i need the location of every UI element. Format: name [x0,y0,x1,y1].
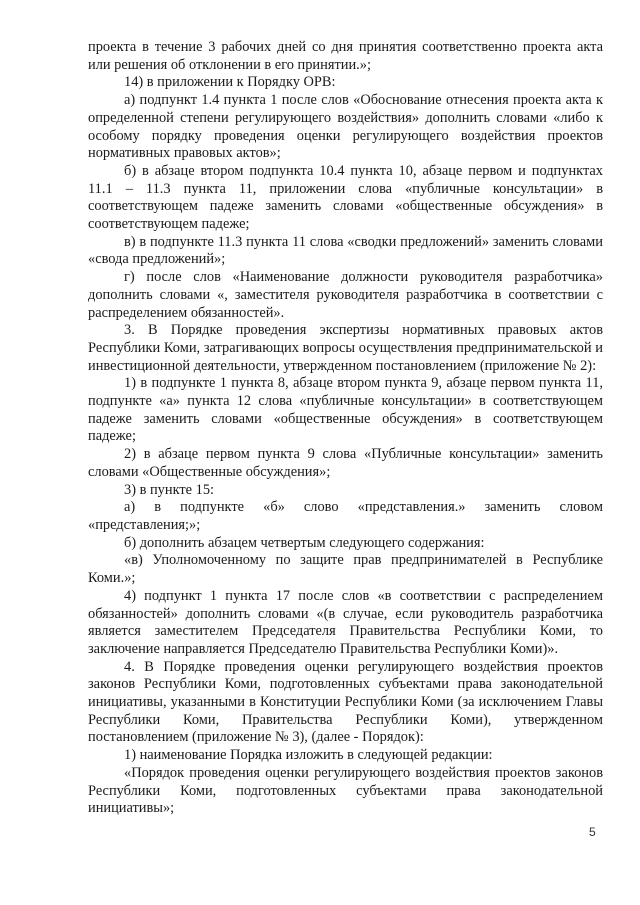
paragraph: 4. В Порядке проведения оценки регулирующего воздействия проектов законов Республики Коми, подготовленных субъектами права законодательной инициативы, указанными в Конституции Республики Коми (за исключением Главы Республики Коми, Правительства Республики Коми), утвержденном постановлением (приложение № 3), (далее - Порядок): [88,658,603,746]
paragraph: г) после слов «Наименование должности руководителя разработчика» дополнить словами «, заместителя руководителя разработчика в соответствии с распределением обязанностей». [88,269,603,321]
paragraph: а) в подпункте «б» слово «представления.» заменить словом «представления;»; [88,499,603,533]
paragraph: а) подпункт 1.4 пункта 1 после слов «Обоснование отнесения проекта акта к определенной степени регулирующего воздействия» дополнить словами «либо к особому порядку проведения оценки регулирующего воздействия проектов нормативных правовых актов»; [88,92,603,162]
paragraph: б) в абзаце втором подпункта 10.4 пункта 10, абзаце первом и подпунктах 11.1 – 11.3 пункта 11, приложении слова «публичные консультации» в соответствующем падеже заменить словами «общественные обсуждения» в соответствующем падеже; [88,162,603,233]
paragraph: 14) в приложении к Порядку ОРВ: [124,74,336,91]
paragraph: проекта в течение 3 рабочих дней со дня принятия соответственно проекта акта или решения об отклонении в его принятии.»; [88,39,603,73]
paragraph: 3. В Порядке проведения экспертизы нормативных правовых актов Республики Коми, затрагивающих вопросы осуществления предпринимательской и инвестиционной деятельности, утвержденном постановлением (приложение № 2): [88,322,603,374]
document-body [88,39,603,818]
paragraph: 4) подпункт 1 пункта 17 после слов «в соответствии с распределением обязанностей» дополнить словами «(в случае, если руководитель разработчика является заместителем Председателя Правительства Республики Коми, то заключение направляется Председателю Правительства Республики Коми)». [88,587,603,657]
paragraph: в) в подпункте 11.3 пункта 11 слова «сводки предложений» заменить словами «свода предложений»; [88,233,603,268]
paragraph: 3) в пункте 15: [124,481,215,498]
paragraph: «Порядок проведения оценки регулирующего воздействия проектов законов Республики Коми, подготовленных субъектами права законодательной инициативы»; [88,764,603,817]
page-number: 5 [589,825,596,839]
paragraph: 1) наименование Порядка изложить в следующей редакции: [124,747,493,764]
paragraph: «в) Уполномоченному по защите прав предпринимателей в Республике Коми.»; [88,552,603,587]
paragraph: 2) в абзаце первом пункта 9 слова «Публичные консультации» заменить словами «Общественные обсуждения»; [88,446,603,480]
paragraph: б) дополнить абзацем четвертым следующего содержания: [124,534,485,551]
paragraph: 1) в подпункте 1 пункта 8, абзаце втором пункта 9, абзаце первом пункта 11, подпункте «а» пункта 12 слова «публичные консультации» в соответствующем падеже заменить словами «общественные обсуждения» в соответствующем падеже; [88,375,603,445]
